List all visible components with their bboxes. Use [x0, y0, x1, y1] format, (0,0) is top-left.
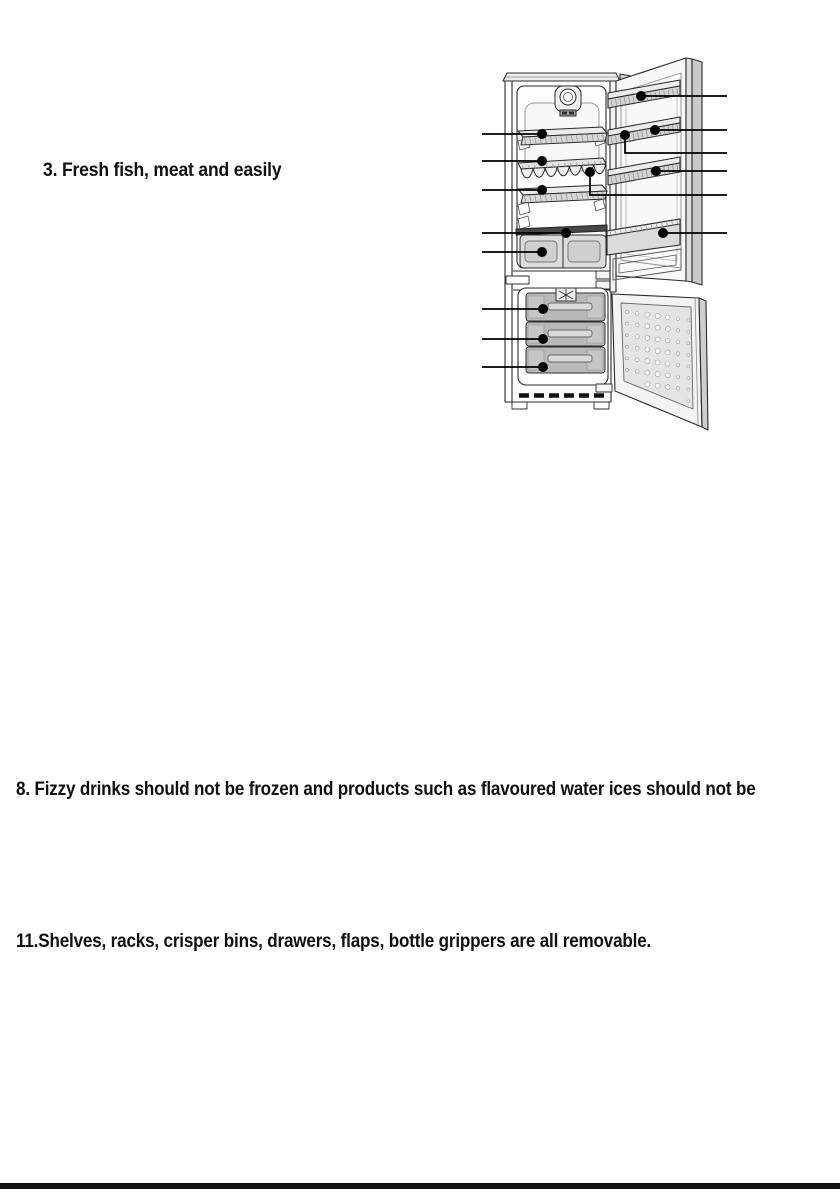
callout-dot — [651, 166, 661, 176]
foot-left — [512, 402, 527, 409]
instruction-item-8: 8. Fizzy drinks should not be frozen and products such as flavoured water ices should not be — [16, 778, 756, 800]
divider-tab — [506, 276, 529, 284]
freezer-drawer-2 — [526, 322, 605, 346]
callout-dot — [537, 156, 547, 166]
callout-dot — [620, 130, 630, 140]
freezer-drawer-3 — [526, 347, 605, 373]
callout-dot — [585, 167, 595, 177]
callout-dot — [537, 129, 547, 139]
foot-right — [594, 402, 609, 409]
callout-dot — [650, 125, 660, 135]
callout-dot — [537, 185, 547, 195]
freezer-door — [612, 294, 708, 430]
callout-dot — [658, 228, 668, 238]
callout-dot — [538, 362, 548, 372]
instruction-item-3: 3. Fresh fish, meat and easily — [43, 159, 282, 181]
callout-dot — [561, 228, 571, 238]
footer-bar — [0, 1183, 840, 1189]
callout-dot — [537, 247, 547, 257]
callout-dot — [538, 304, 548, 314]
callout-dot — [636, 91, 646, 101]
callout-dot — [538, 334, 548, 344]
instruction-item-11: 11.Shelves, racks, crisper bins, drawers, flaps, bottle grippers are all removable. — [16, 930, 652, 952]
freezer-compartment — [526, 288, 605, 373]
ice-crystal-logo — [556, 288, 576, 301]
